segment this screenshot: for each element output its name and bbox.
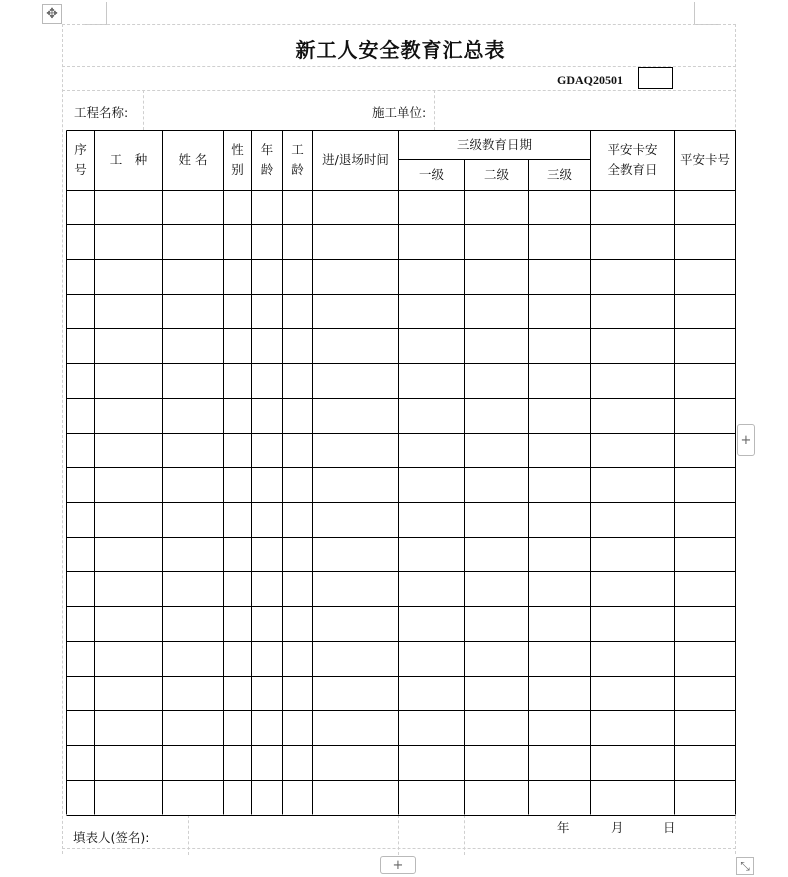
header-age: 年龄 [260, 142, 274, 177]
construction-unit-label: 施工单位: [372, 105, 427, 120]
header-work-years: 工龄 [291, 142, 304, 177]
header-safety-card-edu-date: 平安卡安全教育日 [607, 142, 658, 177]
filler-signature-label: 填表人(签名): [73, 830, 150, 845]
form-code: GDAQ20501 [557, 73, 623, 87]
form-code-box[interactable] [638, 67, 673, 89]
plus-icon: + [740, 432, 752, 448]
hidden-gridline [188, 815, 189, 855]
page-corner-mark [82, 2, 107, 25]
hidden-gridline [464, 815, 465, 855]
hidden-gridline [62, 90, 736, 91]
form-title: 新工人安全教育汇总表 [295, 38, 506, 62]
table-row[interactable] [67, 399, 735, 433]
date-day-label: 日 [663, 820, 676, 835]
table-row[interactable] [67, 295, 735, 328]
header-level-3: 三级 [546, 166, 572, 182]
hidden-gridline [735, 24, 736, 854]
table-row[interactable] [67, 711, 735, 745]
table-row[interactable] [67, 329, 735, 363]
table-row[interactable] [67, 642, 735, 676]
header-edu-dates-group: 三级教育日期 [456, 137, 532, 152]
header-entry-exit-time: 进/退场时间 [322, 152, 389, 167]
table-row[interactable] [67, 364, 735, 398]
hidden-gridline [62, 24, 63, 854]
table-move-handle[interactable] [42, 4, 62, 24]
header-safety-card-no: 平安卡号 [679, 152, 730, 167]
header-level-1: 一级 [418, 166, 444, 182]
header-gender: 性别 [231, 142, 244, 177]
add-row-button[interactable] [380, 856, 416, 874]
table-row[interactable] [67, 260, 735, 294]
table-row[interactable] [67, 572, 735, 606]
header-trade: 工 种 [109, 152, 148, 167]
table-row[interactable] [67, 746, 735, 780]
header-name: 姓 名 [178, 152, 208, 167]
hidden-gridline [398, 815, 399, 855]
hidden-gridline [62, 848, 736, 849]
project-name-label: 工程名称: [74, 105, 129, 120]
move-icon: ✥ [46, 6, 58, 22]
table-row[interactable] [67, 225, 735, 259]
header-seq: 序号 [74, 142, 87, 177]
resize-icon: ⤡ [740, 858, 750, 873]
table-row[interactable] [67, 191, 735, 224]
table-resize-handle[interactable] [736, 857, 754, 875]
plus-icon: + [392, 857, 404, 873]
table-row[interactable] [67, 503, 735, 537]
hidden-gridline [143, 90, 144, 130]
hidden-gridline [62, 66, 736, 67]
hidden-gridline [62, 24, 736, 25]
table-row[interactable] [67, 781, 735, 815]
header-level-2: 二级 [483, 166, 509, 182]
hidden-gridline [434, 90, 435, 130]
table-row[interactable] [67, 538, 735, 571]
date-month-label: 月 [611, 820, 624, 835]
date-year-label: 年 [557, 820, 570, 835]
table-row[interactable] [67, 677, 735, 710]
table-row[interactable] [67, 607, 735, 641]
table-row[interactable] [67, 434, 735, 467]
table-row[interactable] [67, 468, 735, 502]
add-column-button[interactable] [737, 424, 755, 456]
page-corner-mark [694, 2, 719, 25]
